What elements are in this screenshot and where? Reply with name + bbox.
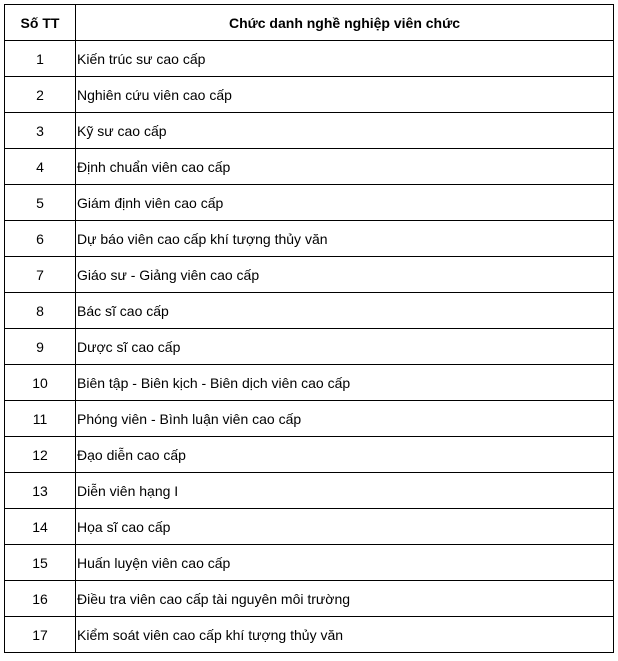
row-number: 6 [5,221,76,257]
row-number: 5 [5,185,76,221]
row-title: Dự báo viên cao cấp khí tượng thủy văn [76,221,614,257]
row-number: 4 [5,149,76,185]
row-title: Kiểm soát viên cao cấp khí tượng thủy văn [76,617,614,653]
row-title: Phóng viên - Bình luận viên cao cấp [76,401,614,437]
row-title: Nghiên cứu viên cao cấp [76,77,614,113]
row-title: Dược sĩ cao cấp [76,329,614,365]
row-number: 13 [5,473,76,509]
table-row [5,365,614,401]
table-row [5,149,614,185]
table-row [5,509,614,545]
row-title: Biên tập - Biên kịch - Biên dịch viên cao cấp [76,365,614,401]
table-row [5,41,614,77]
row-number: 8 [5,293,76,329]
row-number: 9 [5,329,76,365]
row-title: Giám định viên cao cấp [76,185,614,221]
table-row [5,113,614,149]
row-title: Kỹ sư cao cấp [76,113,614,149]
row-number: 1 [5,41,76,77]
table-header-row [5,5,614,41]
table-row [5,221,614,257]
row-number: 7 [5,257,76,293]
table-row [5,77,614,113]
header-title: Chức danh nghề nghiệp viên chức [76,5,614,41]
row-title: Đạo diễn cao cấp [76,437,614,473]
table-row [5,185,614,221]
table-row [5,437,614,473]
row-number: 12 [5,437,76,473]
row-title: Diễn viên hạng I [76,473,614,509]
table-row [5,473,614,509]
table-row [5,617,614,653]
row-title: Kiến trúc sư cao cấp [76,41,614,77]
table-row [5,293,614,329]
row-title: Giáo sư - Giảng viên cao cấp [76,257,614,293]
row-title: Định chuẩn viên cao cấp [76,149,614,185]
row-number: 10 [5,365,76,401]
row-title: Bác sĩ cao cấp [76,293,614,329]
row-number: 3 [5,113,76,149]
table-row [5,329,614,365]
row-number: 11 [5,401,76,437]
row-title: Điều tra viên cao cấp tài nguyên môi trường [76,581,614,617]
row-number: 17 [5,617,76,653]
row-number: 15 [5,545,76,581]
table-container [4,4,614,653]
row-number: 16 [5,581,76,617]
table-row [5,401,614,437]
header-number: Số TT [5,5,76,41]
row-title: Huấn luyện viên cao cấp [76,545,614,581]
row-title: Họa sĩ cao cấp [76,509,614,545]
row-number: 2 [5,77,76,113]
row-number: 14 [5,509,76,545]
table-row [5,581,614,617]
job-titles-table [4,4,614,653]
table-row [5,257,614,293]
table-row [5,545,614,581]
